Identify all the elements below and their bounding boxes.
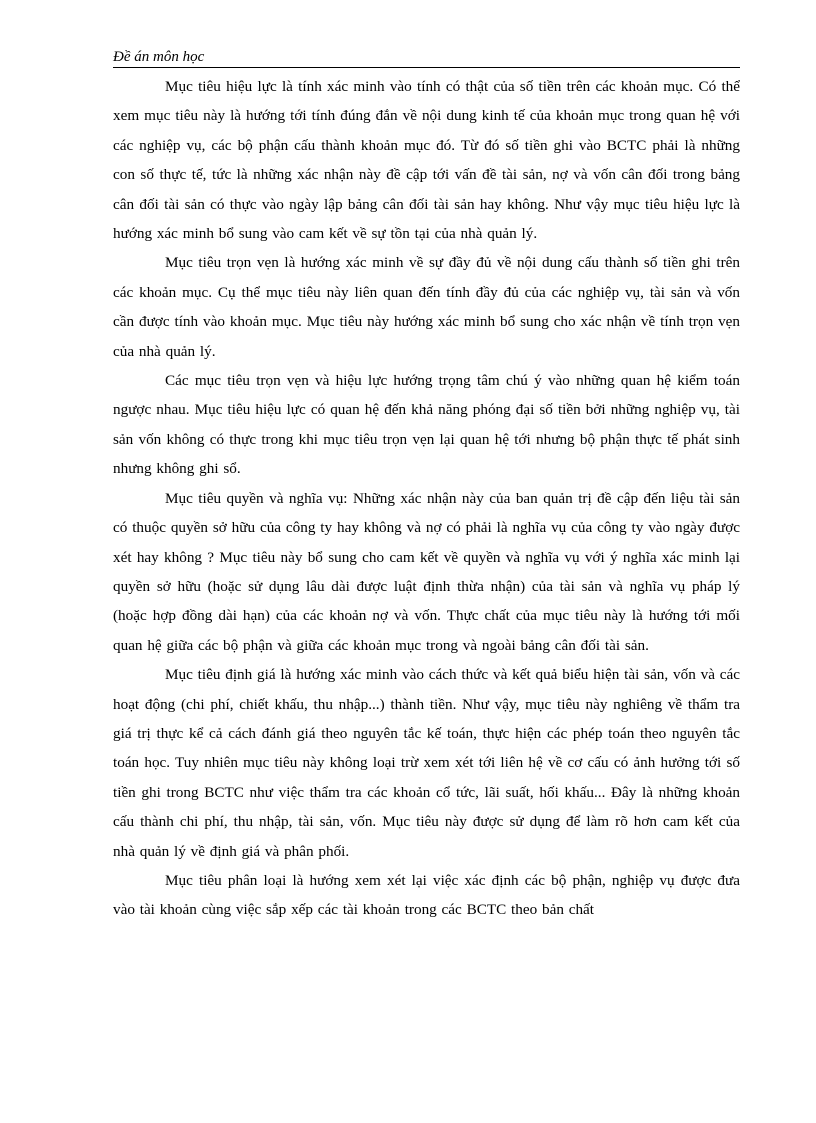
header-title: Đề án môn học (113, 49, 205, 65)
page-header (113, 46, 740, 68)
paragraph-completeness-vs-validity: Các mục tiêu trọn vẹn và hiệu lực hướng trọng tâm chú ý vào những quan hệ kiểm toán ngược nhau. Mục tiêu hiệu lực có quan hệ đến khả năng phóng đại số tiền bởi những nghiệp vụ, tài sản vốn không có thực trong khi mục tiêu trọn vẹn lại quan hệ tới nhưng bộ phận thực tế phát sinh nhưng không ghi sổ. (113, 372, 740, 478)
paragraph-completeness-objective: Mục tiêu trọn vẹn là hướng xác minh về sự đầy đủ về nội dung cấu thành số tiền ghi trên các khoản mục. Cụ thể mục tiêu này liên quan đến tính đầy đủ của các nghiệp vụ, tài sản và vốn cần được tính vào khoản mục. Mục tiêu này hướng xác minh bổ sung cho xác nhận về tính trọn vẹn của nhà quản lý. (113, 254, 740, 360)
document-body (113, 72, 740, 925)
paragraph-classification-objective: Mục tiêu phân loại là hướng xem xét lại việc xác định các bộ phận, nghiệp vụ được đưa vào tài khoản cùng việc sắp xếp các tài khoản trong các BCTC theo bản chất (113, 871, 740, 919)
paragraph-valuation-objective: Mục tiêu định giá là hướng xác minh vào cách thức và kết quả biểu hiện tài sản, vốn và các hoạt động (chi phí, chiết khấu, thu nhập...) thành tiền. Như vậy, mục tiêu này nghiêng về thẩm tra giá trị thực kể cả cách đánh giá theo nguyên tắc kế toán, thực hiện các phép toán theo nguyên tắc toán học. Tuy nhiên mục tiêu này không loại trừ xem xét tới liên hệ về cơ cấu có ảnh hưởng tới số tiền ghi trong BCTC như việc thẩm tra các khoản cổ tức, lãi suất, hối khấu... Đây là những khoản cấu thành chi phí, thu nhập, tài sản, vốn. Mục tiêu này được sử dụng để làm rõ hơn cam kết của nhà quản lý về định giá và phân phối. (113, 666, 740, 860)
paragraph-validity-objective: Mục tiêu hiệu lực là tính xác minh vào tính có thật của số tiền trên các khoản mục. Có thể xem mục tiêu này là hướng tới tính đúng đắn về nội dung kinh tế của khoản mục trong quan hệ với các nghiệp vụ, các bộ phận cấu thành khoản mục đó. Từ đó số tiền ghi vào BCTC phải là những con số thực tế, tức là những xác nhận này đề cập tới vấn đề tài sản, nợ và vốn cân đối trong bảng cân đối tài sản có thực vào ngày lập bảng cân đối tài sản hay không. Như vậy mục tiêu hiệu lực là hướng xác minh bổ sung vào cam kết về sự tồn tại của nhà quản lý. (113, 78, 740, 243)
paragraph-rights-obligations-objective: Mục tiêu quyền và nghĩa vụ: Những xác nhận này của ban quản trị đề cập đến liệu tài sản có thuộc quyền sở hữu của công ty hay không và nợ có phải là nghĩa vụ của công ty vào ngày được xét hay không ? Mục tiêu này bổ sung cho cam kết về quyền và nghĩa vụ với ý nghĩa xác minh lại quyền sở hữu (hoặc sử dụng lâu dài được luật định thừa nhận) của tài sản và nghĩa vụ pháp lý (hoặc hợp đồng dài hạn) của các khoản nợ và vốn. Thực chất của mục tiêu này là hướng tới mối quan hệ giữa các bộ phận và giữa các khoản mục trong và ngoài bảng cân đối tài sản. (113, 489, 740, 654)
